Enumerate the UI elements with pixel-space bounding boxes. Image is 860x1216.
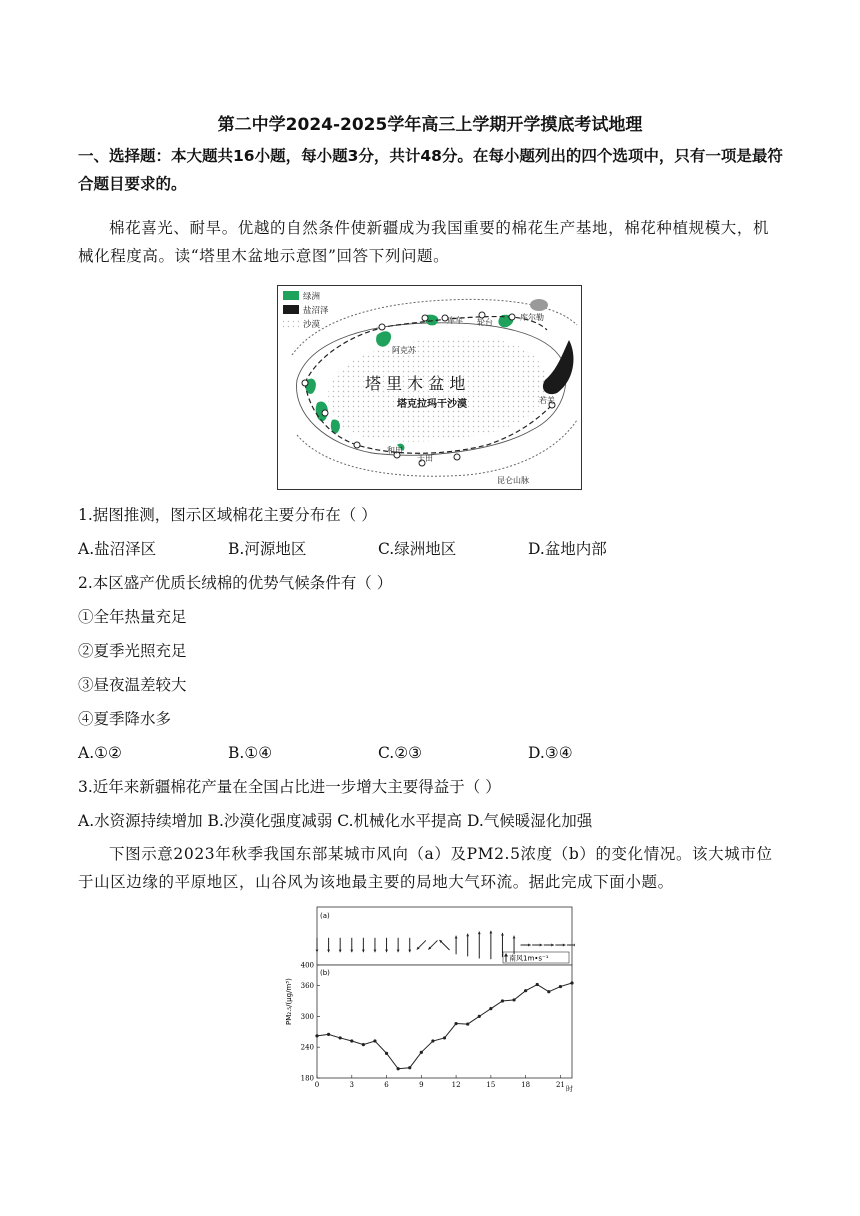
legend-desert: 沙漠 bbox=[303, 320, 321, 330]
pm25-point bbox=[501, 999, 504, 1002]
q2-option-c[interactable]: C.②③ bbox=[378, 744, 423, 762]
legend-salt-marsh: 盐沼泽 bbox=[303, 306, 329, 316]
legend-oasis-swatch bbox=[283, 291, 299, 300]
x-tick-label: 0 bbox=[314, 1081, 320, 1089]
legend-salt-swatch bbox=[283, 305, 299, 314]
pm25-point bbox=[524, 989, 527, 992]
q1-option-a[interactable]: A.盐沼泽区 bbox=[78, 540, 157, 558]
pm25-point bbox=[385, 1052, 388, 1055]
x-tick-label: 6 bbox=[384, 1081, 389, 1089]
q2-item-3: ③昼夜温差较大 bbox=[78, 676, 187, 694]
x-tick-label: 12 bbox=[451, 1081, 461, 1089]
pm25-point bbox=[570, 981, 573, 984]
pm25-point bbox=[478, 1015, 481, 1018]
pm25-point bbox=[454, 1022, 457, 1025]
q3-stem: 3.近年来新疆棉花产量在全国占比进一步增大主要得益于（ ） bbox=[78, 778, 501, 796]
q2-item-2: ②夏季光照充足 bbox=[78, 642, 187, 660]
q2-stem: 2.本区盛产优质长绒棉的优势气候条件有（ ） bbox=[78, 574, 393, 592]
x-tick-label: 21 bbox=[555, 1081, 565, 1089]
pm25-point bbox=[547, 990, 550, 993]
pm25-point bbox=[408, 1066, 411, 1069]
q1-stem: 1.据图推测，图示区域棉花主要分布在（ ） bbox=[78, 506, 377, 524]
label-desert-name: 塔克拉玛干沙漠 bbox=[397, 399, 467, 410]
passage-1: 棉花喜光、耐旱。优越的自然条件使新疆成为我国重要的棉花生产基地，棉花种植规模大，机械化程度高。读“塔里木盆地示意图”回答下列问题。 bbox=[78, 219, 770, 265]
q3-options[interactable]: A.水资源持续增加 B.沙漠化强度减弱 C.机械化水平提高 D.气候暖湿化加强 bbox=[78, 812, 593, 830]
pm25-point bbox=[536, 983, 539, 986]
pm25-point bbox=[431, 1039, 434, 1042]
tarim-basin-map bbox=[277, 285, 582, 490]
label-korla: 库尔勒 bbox=[520, 313, 544, 322]
pm25-point bbox=[339, 1036, 342, 1039]
legend-oasis: 绿洲 bbox=[303, 292, 321, 302]
page-title: 第二中学2024-2025学年高三上学期开学摸底考试地理 bbox=[217, 115, 643, 135]
y-tick-label: 400 bbox=[300, 961, 314, 970]
panel-a-label: (a) bbox=[320, 912, 330, 920]
q1-option-d[interactable]: D.盆地内部 bbox=[528, 540, 607, 558]
q2-option-d[interactable]: D.③④ bbox=[528, 744, 573, 762]
legend-text: 南风1m•s⁻¹ bbox=[509, 954, 549, 963]
label-kunlun: 昆仑山脉 bbox=[497, 476, 529, 485]
pm25-point bbox=[397, 1067, 400, 1070]
label-hotan: 和田 bbox=[387, 446, 403, 455]
pm25-point bbox=[327, 1033, 330, 1036]
label-yutian: 于田 bbox=[417, 454, 433, 463]
q2-item-4: ④夏季降水多 bbox=[78, 710, 172, 728]
section-heading: 一、选择题：本大题共16小题，每小题3分，共计48分。在每小题列出的四个选项中，只有一项是最符合题目要求的。 bbox=[78, 147, 783, 193]
x-axis-label: 时 bbox=[566, 1085, 573, 1093]
pm25-point bbox=[559, 985, 562, 988]
q2-item-1: ①全年热量充足 bbox=[78, 608, 187, 626]
pm25-point bbox=[489, 1007, 492, 1010]
y-axis-label: PM₂.₅/(μg/m³) bbox=[285, 978, 293, 1025]
panel-b-frame bbox=[317, 965, 572, 1078]
legend-desert-swatch bbox=[283, 319, 299, 328]
pm25-point bbox=[350, 1039, 353, 1042]
x-tick-label: 9 bbox=[419, 1081, 424, 1089]
pm25-point bbox=[512, 998, 515, 1001]
q1-option-b[interactable]: B.河源地区 bbox=[228, 540, 307, 558]
wind-arrow-head bbox=[574, 944, 575, 947]
pm25-point bbox=[420, 1051, 423, 1054]
pm25-point bbox=[443, 1036, 446, 1039]
y-tick-label: 360 bbox=[300, 982, 314, 991]
pm25-point bbox=[466, 1022, 469, 1025]
x-tick-label: 18 bbox=[521, 1081, 531, 1089]
y-tick-label: 180 bbox=[300, 1074, 314, 1083]
x-tick-label: 15 bbox=[486, 1081, 496, 1089]
label-ruoqiang: 若羌 bbox=[539, 396, 555, 405]
label-aksu: 阿克苏 bbox=[392, 346, 416, 355]
lake bbox=[530, 299, 548, 311]
wind-pm25-chart bbox=[283, 905, 575, 1095]
y-tick-label: 300 bbox=[300, 1012, 314, 1021]
passage-2: 下图示意2023年秋季我国东部某城市风向（a）及PM2.5浓度（b）的变化情况。该大城市位于山区边缘的平原地区，山谷风为该地最主要的局地大气环流。据此完成下面小题。 bbox=[78, 845, 773, 891]
pm25-point bbox=[373, 1039, 376, 1042]
label-luntai: 轮台 bbox=[477, 318, 493, 327]
label-basin: 塔 里 木 盆 地 bbox=[365, 374, 466, 393]
pm25-point bbox=[362, 1043, 365, 1046]
label-kuqa: 库车 bbox=[447, 316, 463, 325]
q2-option-a[interactable]: A.①② bbox=[78, 744, 122, 762]
q1-option-c[interactable]: C.绿洲地区 bbox=[378, 540, 457, 558]
q2-option-b[interactable]: B.①④ bbox=[228, 744, 273, 762]
pm25-point bbox=[315, 1034, 318, 1037]
panel-b-label: (b) bbox=[320, 969, 330, 977]
y-tick-label: 240 bbox=[300, 1043, 314, 1052]
x-tick-label: 3 bbox=[349, 1081, 355, 1089]
